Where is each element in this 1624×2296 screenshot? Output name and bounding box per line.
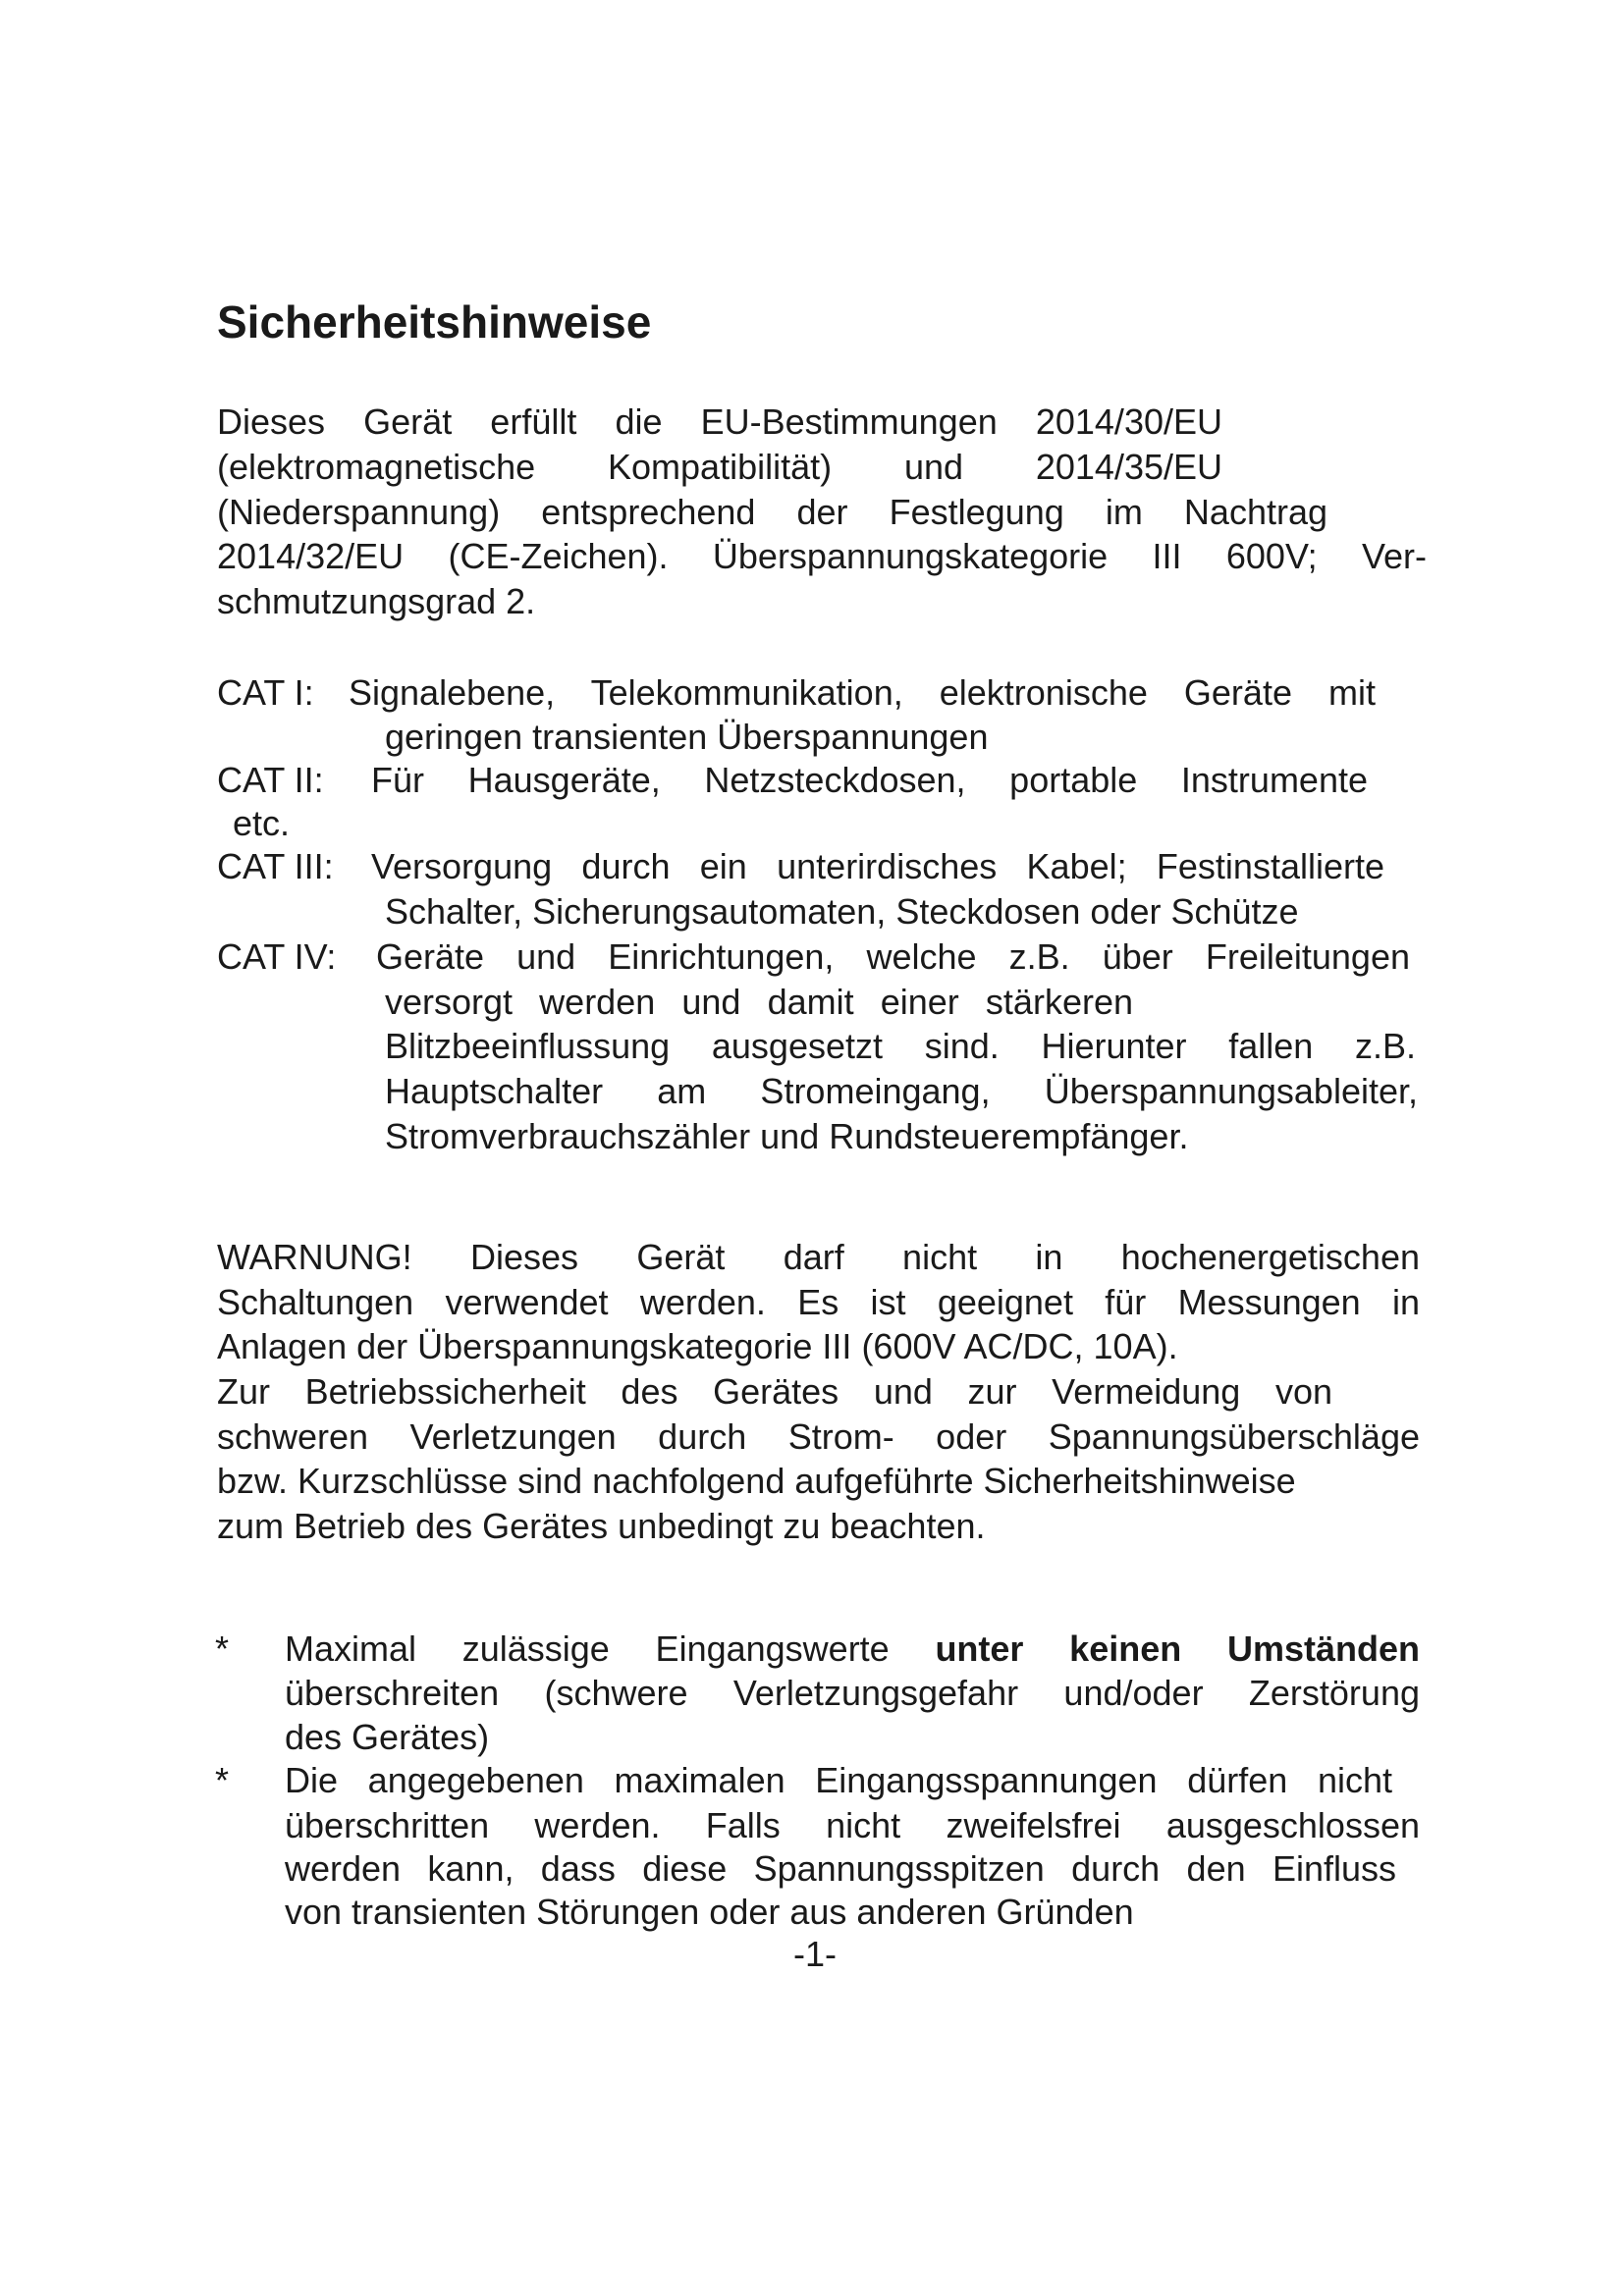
bullet-line <box>285 1628 1420 1671</box>
category-text: Schalter, Sicherungsautomaten, Steckdosen oder Schütze <box>385 891 1299 932</box>
warning-line: schweren Verletzungen durch Strom- oder Spannungsüberschläge <box>217 1416 1420 1457</box>
category-text: versorgt werden und damit einer stärkeren <box>385 982 1133 1022</box>
category-text: Für Hausgeräte, Netzsteckdosen, portable Instrumente <box>371 760 1368 800</box>
category-text: Stromverbrauchszähler und Rundsteuerempfänger. <box>385 1116 1189 1156</box>
intro-line: 2014/32/EU (CE-Zeichen). Überspannungskategorie III 600V; Ver- <box>217 536 1427 576</box>
bullet-emphasis: unter keinen Umständen <box>935 1629 1420 1669</box>
category-label: CAT II: <box>217 760 324 800</box>
warning-line: bzw. Kurzschlüsse sind nachfolgend aufgeführte Sicherheitshinweise <box>217 1461 1296 1501</box>
warning-line: WARNUNG! Dieses Gerät darf nicht in hochenergetischen <box>217 1237 1420 1277</box>
intro-line: schmutzungsgrad 2. <box>217 581 536 621</box>
intro-line: Dieses Gerät erfüllt die EU-Bestimmungen 2014/30/EU <box>217 401 1222 442</box>
bullet-line: Die angegebenen maximalen Eingangsspannungen dürfen nicht <box>285 1760 1392 1800</box>
bullet-line: überschritten werden. Falls nicht zweifelsfrei ausgeschlossen <box>285 1805 1420 1845</box>
category-text: Geräte und Einrichtungen, welche z.B. über Freileitungen <box>376 936 1410 977</box>
bullet-text: Maximal zulässige Eingangswerte <box>285 1629 936 1669</box>
bullet-line: von transienten Störungen oder aus anderen Gründen <box>285 1892 1134 1932</box>
page-title: Sicherheitshinweise <box>217 296 652 347</box>
warning-line: zum Betrieb des Gerätes unbedingt zu beachten. <box>217 1506 986 1546</box>
category-text: Signalebene, Telekommunikation, elektronische Geräte mit <box>349 672 1376 713</box>
category-label: CAT III: <box>217 846 334 886</box>
category-text: geringen transienten Überspannungen <box>385 717 989 757</box>
intro-line: (elektromagnetische Kompatibilität) und 2014/35/EU <box>217 447 1222 487</box>
bullet-line: des Gerätes) <box>285 1717 490 1757</box>
warning-line: Anlagen der Überspannungskategorie III (600V AC/DC, 10A). <box>217 1326 1178 1366</box>
intro-line: (Niederspannung) entsprechend der Festlegung im Nachtrag <box>217 492 1327 532</box>
category-text: Versorgung durch ein unterirdisches Kabel; Festinstallierte <box>371 846 1384 886</box>
bullet-line: überschreiten (schwere Verletzungsgefahr und/oder Zerstörung <box>285 1673 1420 1713</box>
bullet-line: werden kann, dass diese Spannungsspitzen durch den Einfluss <box>285 1848 1396 1889</box>
bullet-marker: * <box>215 1629 230 1669</box>
category-label: CAT IV: <box>217 936 337 977</box>
category-label: CAT I: <box>217 672 314 713</box>
category-text: Hauptschalter am Stromeingang, Überspannungsableiter, <box>385 1071 1418 1111</box>
category-text: etc. <box>233 803 291 843</box>
warning-line: Schaltungen verwendet werden. Es ist geeignet für Messungen in <box>217 1282 1420 1322</box>
bullet-marker: * <box>215 1760 230 1800</box>
page-number: -1- <box>793 1934 837 1974</box>
warning-line: Zur Betriebssicherheit des Gerätes und zur Vermeidung von <box>217 1371 1332 1412</box>
category-text: Blitzbeeinflussung ausgesetzt sind. Hierunter fallen z.B. <box>385 1026 1416 1066</box>
